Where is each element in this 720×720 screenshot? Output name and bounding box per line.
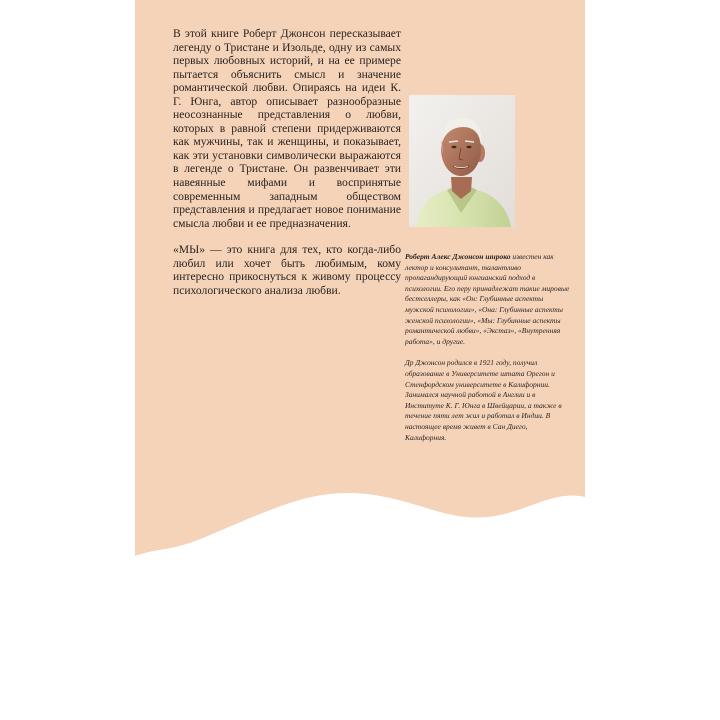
author-photo [409, 95, 515, 227]
author-biography [405, 252, 570, 443]
bio-paragraph-1-text: известен как лектор и консультант, талантливо пропагандирующий юнгианский подход в психологии. Его перу принадлежат такие мировые бестселлеры, как «Он: Глубинные аспекты мужской психологии», «Она: Глубинные аспекты женской психологии», «Мы: Глубинные аспекты романтической любви», «Экстаз», «Внутренняя работа», и другие. [405, 252, 570, 346]
author-portrait-image [409, 95, 515, 227]
back-cover [135, 0, 585, 720]
bio-paragraph-1 [405, 252, 570, 347]
book-description [173, 27, 401, 297]
description-paragraph-2: «МЫ» — это книга для тех, кто когда-либо любил или хочет быть любимым, кому интересно прикоснуться к живому процессу психологического анализа любви. [173, 243, 401, 297]
description-paragraph-1: В этой книге Роберт Джонсон пересказывает легенду о Тристане и Изольде, одну из самых первых любовных историй, и на ее примере пытается объяснить смысл и значение романтической любви. Опираясь на идеи К. Г. Юнга, автор описывает разнообразные неосознанные представления о любви, которых в равной степени придерживаются как мужчины, так и женщины, и показывает, как эти установки символически выражаются в легенде о Тристане. Он развенчивает эти навеянные мифами и воспринятые современным западным обществом представления и предлагает новое понимание смысла любви и ее предназначения. [173, 27, 401, 230]
bio-paragraph-2: Др Джонсон родился в 1921 году, получил образование в Университете штата Орегон и Стенфордском университете в Калифорнии. Занимался научной работой в Англии и в Институте К. Г. Юнга в Швейцарии, а также в течение пяти лет жил и работал в Индии. В настоящее время живет в Сан Диего, Калифорния. [405, 358, 562, 442]
bio-author-name: Роберт Алекс Джонсон широко [405, 252, 511, 261]
